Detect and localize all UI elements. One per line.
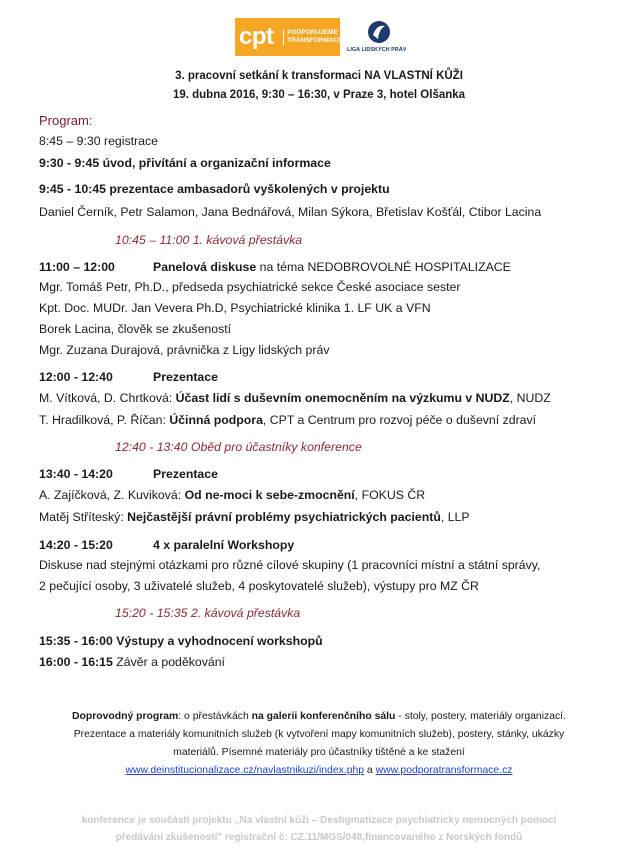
- panel-time: 11:00 – 12:00: [39, 260, 115, 274]
- closing-time: 16:00 - 16:15: [39, 655, 113, 669]
- workshops-description-line-2: 2 pečující osoby, 3 uživatelé služeb, 4 poskytovatelé služeb), výstupy pro MZ ČR: [39, 579, 479, 593]
- cpt-logo-subtitle: [283, 29, 340, 45]
- talk-title: Účast lidí s duševním onemocněním na výzkumu v NUDZ: [175, 391, 510, 405]
- opening-text: úvod, přivítání a organizační informace: [102, 156, 331, 170]
- deinstitucionalizace-link[interactable]: www.deinstitucionalizace.cz/navlastnikuzi/index.php: [125, 765, 365, 776]
- accompanying-location: na galerii konferenčního sálu: [251, 711, 396, 722]
- cpt-sub-line-2: TRANSFORMACI: [287, 37, 340, 44]
- talk-names: Matěj Stříteský:: [39, 510, 128, 524]
- event-title: [0, 70, 638, 82]
- program-item-opening: [39, 156, 331, 171]
- event-title-pre: 3. pracovní setkání k transformaci: [175, 70, 365, 82]
- event-date-line: 19. dubna 2016, 9:30 – 16:30, v Praze 3, hotel Olšanka: [172, 89, 466, 101]
- talk-names: M. Vítková, D. Chrtková:: [39, 391, 176, 405]
- ambassadors-people: Daniel Černík, Petr Salamon, Jana Bednářová, Milan Sýkora, Břetislav Košťál, Ctibor Lacina: [39, 205, 542, 219]
- registration-text: registrace: [103, 134, 158, 148]
- ambassadors-text: prezentace ambasadorů vyškolených v projektu: [109, 182, 390, 196]
- program-item-ambassadors: [39, 182, 390, 197]
- talk-org: , CPT a Centrum pro rozvoj péče o duševní zdraví: [262, 413, 537, 427]
- accompanying-line-2: Prezentace a materiály komunitních služeb (k vytvoření mapy komunitních služeb), postery, stánky, ukázky: [73, 729, 565, 740]
- program-label: Program:: [39, 113, 93, 128]
- workshops-time: 14:20 - 15:20: [39, 538, 113, 552]
- liga-logo: [347, 20, 411, 56]
- workshops-title: 4 x paralelní Workshopy: [153, 538, 295, 552]
- outputs-time: 15:35 - 16:00: [39, 634, 113, 648]
- liga-logo-text: LIGA LIDSKÝCH PRÁV: [347, 47, 407, 53]
- cpt-logo-text: cpt: [239, 23, 274, 50]
- footer-line-2: předávání zkušeností" registrační č: CZ.11/MGS/048,financovaného z Norských fondů: [115, 832, 523, 843]
- program-item-presentation-1: [39, 370, 218, 385]
- talk-names: T. Hradilková, P. Říčan:: [39, 413, 170, 427]
- panel-text: na téma NEDOBROVOLNÉ HOSPITALIZACE: [256, 260, 511, 274]
- talk-title: Nejčastější právní problémy psychiatrických pacientů: [127, 510, 441, 524]
- liga-mark-icon: [367, 20, 391, 44]
- links-separator: a: [364, 765, 376, 776]
- panel-participant: Kpt. Doc. MUDr. Jan Vevera Ph.D, Psychiatrické klinika 1. LF UK a VFN: [39, 301, 431, 315]
- presentation-2-time: 13:40 - 14:20: [39, 467, 113, 481]
- talk-names: A. Zajíčková, Z. Kuviková:: [39, 488, 185, 502]
- lunch-break: 12:40 - 13:40 Oběd pro účastníky konference: [115, 440, 362, 454]
- program-item-workshops: [39, 538, 294, 553]
- outputs-text: Výstupy a vyhodnocení workshopů: [116, 634, 323, 648]
- podporatransformace-link[interactable]: www.podporatransformace.cz: [375, 765, 513, 776]
- panel-title: Panelová diskuse: [153, 260, 257, 274]
- coffee-break-2: 15:20 - 15:35 2. kávová přestávka: [115, 606, 301, 620]
- panel-participant: Mgr. Tomáš Petr, Ph.D., předseda psychiatrické sekce České asociace sester: [39, 280, 461, 294]
- program-item-outputs: [39, 634, 323, 649]
- presentation-2-talk-b: [39, 510, 470, 525]
- accompanying-links: [0, 762, 638, 779]
- cpt-logo: [235, 18, 340, 56]
- program-item-presentation-2: [39, 467, 218, 482]
- workshops-description-line-1: Diskuse nad stejnými otázkami pro různé cílové skupiny (1 pracovníci místní a státní správy,: [39, 558, 541, 572]
- program-item-panel: [39, 260, 511, 275]
- opening-time: 9:30 - 9:45: [39, 156, 100, 170]
- panel-participant: Borek Lacina, člověk se zkušeností: [39, 322, 232, 336]
- logo-area: [235, 18, 415, 58]
- program-item-closing: [39, 655, 225, 670]
- presentation-1-talk-b: [39, 413, 536, 428]
- accompanying-line-1: [0, 708, 638, 725]
- accompanying-label: Doprovodný program: [72, 711, 179, 722]
- event-title-name: NA VLASTNÍ KŮŽI: [364, 70, 463, 82]
- coffee-break-1: 10:45 – 11:00 1. kávová přestávka: [115, 233, 303, 247]
- footer-line-1: konference je součástí projektu „Na vlastní kůži – Destigmatizace psychiatricky nemocných pomocí: [81, 815, 557, 826]
- talk-org: , FOKUS ČR: [354, 488, 426, 502]
- presentation-1-time: 12:00 - 12:40: [39, 370, 113, 384]
- talk-org: , NUDZ: [509, 391, 551, 405]
- accompanying-text-c: - stoly, postery, materiály organizací.: [395, 711, 566, 722]
- talk-title: Od ne-moci k sebe-zmocnění: [184, 488, 355, 502]
- talk-org: , LLP: [440, 510, 470, 524]
- panel-participant: Mgr. Zuzana Durajová, právnička z Ligy lidských práv: [39, 343, 330, 357]
- registration-time: 8:45 – 9:30: [39, 134, 101, 148]
- presentation-1-title: Prezentace: [153, 370, 218, 384]
- ambassadors-time: 9:45 - 10:45: [39, 182, 106, 196]
- accompanying-line-3: materiálů. Písemné materiály pro účastníky tištěné a ke stažení: [173, 747, 465, 758]
- cpt-sub-line-1: PODPORUJEME: [287, 29, 338, 36]
- accompanying-text-a: : o přestávkách: [178, 711, 252, 722]
- presentation-2-title: Prezentace: [153, 467, 218, 481]
- program-item-registration: [39, 134, 158, 149]
- presentation-2-talk-a: [39, 488, 425, 503]
- closing-text: Závěr a poděkování: [116, 655, 225, 669]
- talk-title: Účinná podpora: [169, 413, 263, 427]
- presentation-1-talk-a: [39, 391, 551, 406]
